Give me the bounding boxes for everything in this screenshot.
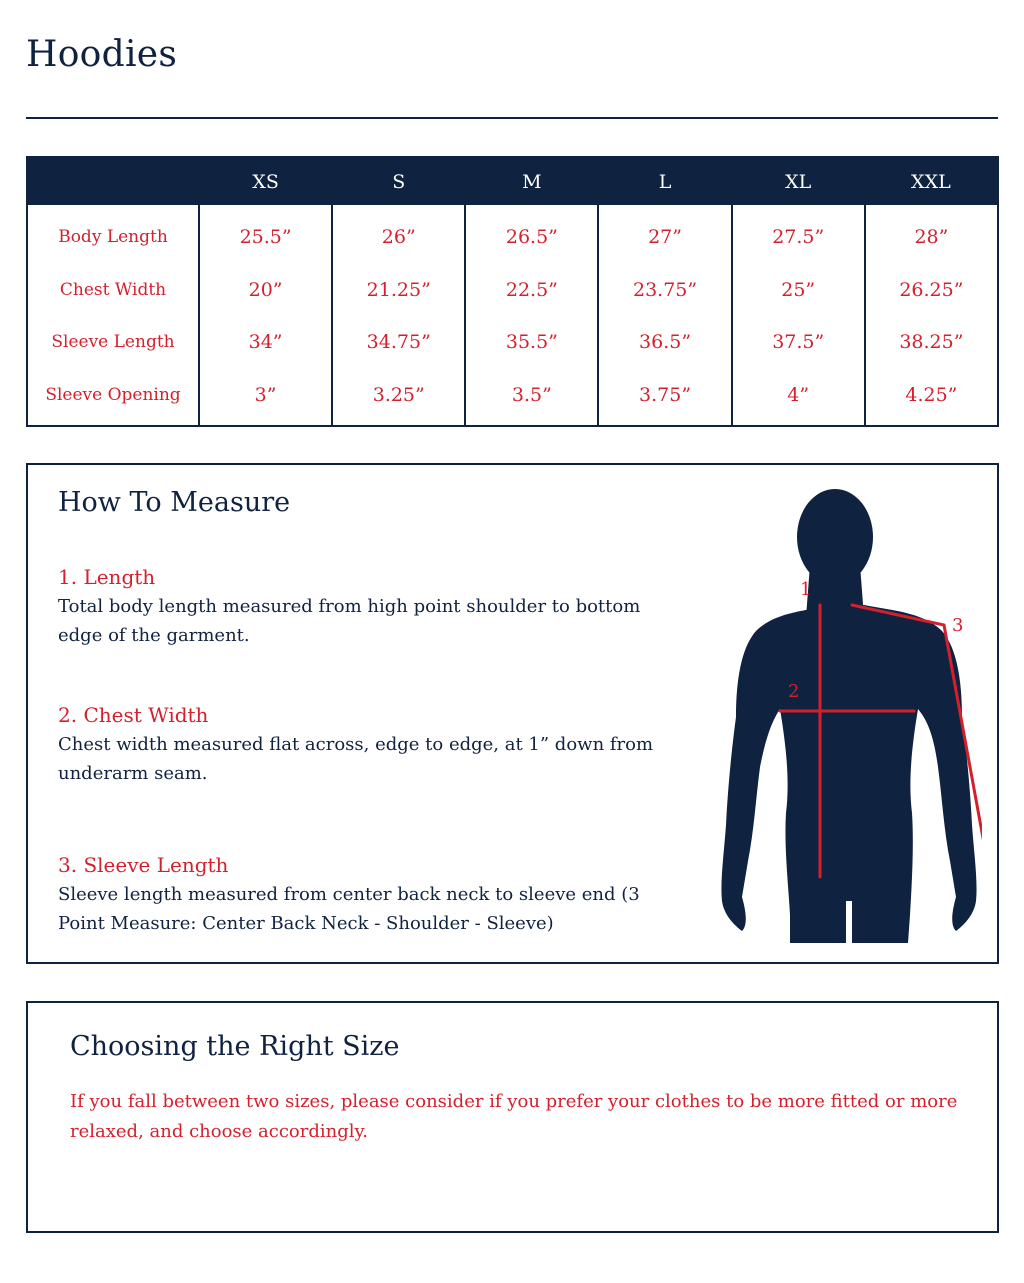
figure-label-3: 3 <box>952 615 964 636</box>
page-title: Hoodies <box>26 34 178 75</box>
size-column-s <box>332 205 465 426</box>
step-description: Sleeve length measured from center back neck to sleeve end (3 Point Measure: Center Back Neck - Shoulder - Sleeve) <box>58 884 640 934</box>
row-label-chest-width: Chest Width <box>59 279 167 300</box>
figure-label-2: 2 <box>788 681 800 702</box>
value-cell: 3.25” <box>372 383 425 406</box>
size-chart-table <box>26 156 999 427</box>
value-cell: 27.5” <box>772 226 825 249</box>
step-title: 2. Chest Width <box>58 703 209 727</box>
step-description: Chest width measured flat across, edge to edge, at 1” down from underarm seam. <box>58 734 654 784</box>
row-label-sleeve-opening: Sleeve Opening <box>45 384 181 405</box>
measurement-labels-column <box>27 205 199 426</box>
value-cell: 35.5” <box>505 331 558 354</box>
size-header-row <box>27 157 998 205</box>
size-column-xl <box>732 205 865 426</box>
size-column-xxl <box>865 205 998 426</box>
size-values-row <box>27 205 998 426</box>
value-cell: 3.75” <box>639 383 692 406</box>
figure-label-1: 1 <box>800 579 812 600</box>
size-column-l <box>598 205 731 426</box>
value-cell: 36.5” <box>639 331 692 354</box>
how-to-measure-heading: How To Measure <box>58 487 291 518</box>
size-column-xs <box>199 205 332 426</box>
value-cell: 20” <box>248 278 283 301</box>
step-title: 3. Sleeve Length <box>58 853 229 877</box>
value-cell: 34.75” <box>366 331 431 354</box>
measure-step-length <box>58 563 658 650</box>
value-cell: 26.25” <box>899 278 964 301</box>
value-cell: 3” <box>254 383 277 406</box>
value-cell: 3.5” <box>511 383 552 406</box>
value-cell: 26.5” <box>505 226 558 249</box>
value-cell: 25.5” <box>239 226 292 249</box>
measure-step-chest-width <box>58 701 658 788</box>
body-silhouette-icon <box>692 485 982 945</box>
row-label-body-length: Body Length <box>58 227 168 248</box>
size-header-xs: XS <box>199 157 332 205</box>
row-label-sleeve-length: Sleeve Length <box>51 332 175 353</box>
how-to-measure-panel <box>26 463 999 964</box>
value-cell: 21.25” <box>366 278 431 301</box>
measure-step-sleeve-length <box>58 851 658 938</box>
choosing-size-panel <box>26 1001 999 1233</box>
size-header-l: L <box>598 157 731 205</box>
size-header-m: M <box>465 157 598 205</box>
size-header-xxl: XXL <box>865 157 998 205</box>
choosing-size-heading: Choosing the Right Size <box>70 1031 400 1062</box>
value-cell: 26” <box>381 226 416 249</box>
value-cell: 27” <box>648 226 682 249</box>
size-column-m <box>465 205 598 426</box>
value-cell: 22.5” <box>505 278 558 301</box>
value-cell: 4.25” <box>905 383 958 406</box>
step-description: Total body length measured from high point shoulder to bottom edge of the garment. <box>58 596 641 646</box>
value-cell: 37.5” <box>772 331 825 354</box>
choosing-size-text: If you fall between two sizes, please consider if you prefer your clothes to be more fitted or more relaxed, and choose accordingly. <box>70 1091 958 1142</box>
value-cell: 38.25” <box>899 331 964 354</box>
value-cell: 34” <box>248 331 283 354</box>
size-header-s: S <box>332 157 465 205</box>
value-cell: 23.75” <box>632 278 698 301</box>
body-measurement-figure <box>692 485 982 945</box>
value-cell: 28” <box>914 226 949 249</box>
header-blank-cell <box>27 157 199 205</box>
size-header-xl: XL <box>732 157 865 205</box>
title-divider <box>26 117 998 119</box>
value-cell: 25” <box>781 278 816 301</box>
value-cell: 4” <box>787 383 810 406</box>
step-title: 1. Length <box>58 565 156 589</box>
